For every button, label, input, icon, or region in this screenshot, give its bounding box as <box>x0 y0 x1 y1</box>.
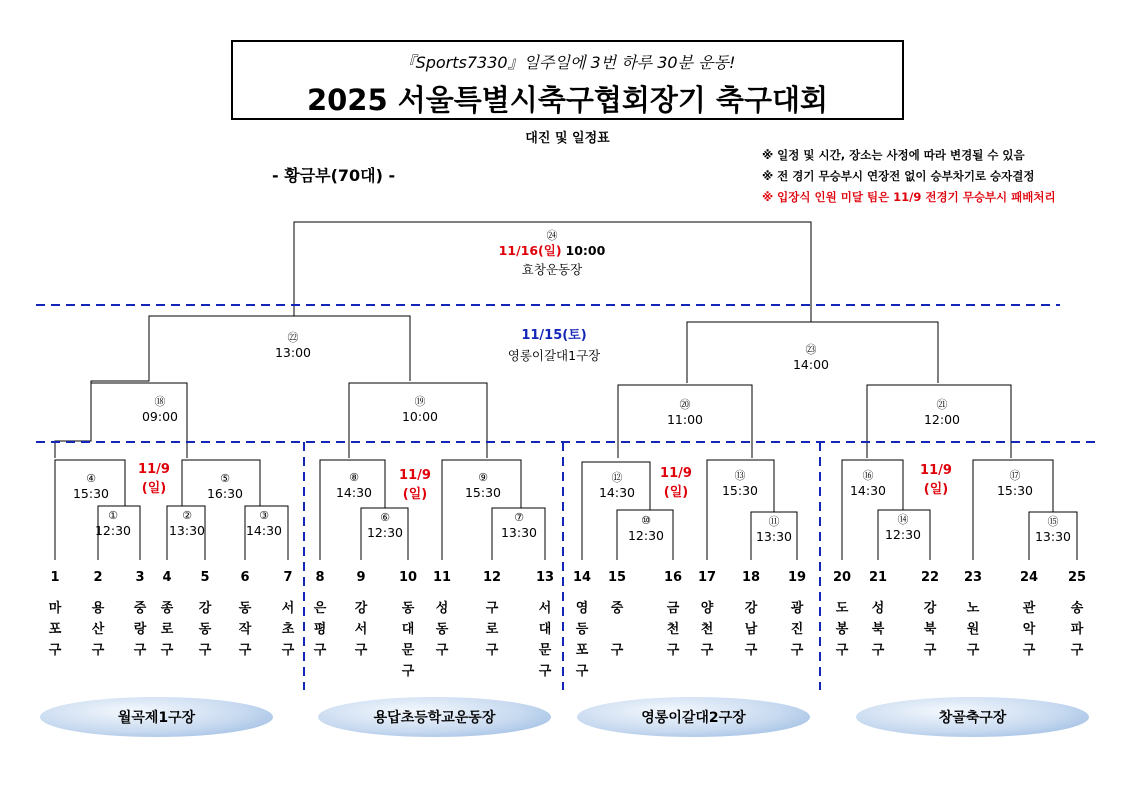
team-name: 강 서 구 <box>354 601 368 658</box>
venue-2: 용답초등학교운동장 <box>318 697 551 737</box>
day-label-group-4: 11/9 (일) <box>920 463 952 497</box>
team-number: 14 <box>572 570 592 585</box>
team-number: 10 <box>398 570 418 585</box>
match-7: ⑦ 13:30 <box>500 511 538 540</box>
final-venue: 효창운동장 <box>521 262 583 277</box>
team-number: 12 <box>482 570 502 585</box>
match-1: ① 12:30 <box>94 509 132 538</box>
team-name: 마 포 구 <box>48 601 62 658</box>
team-name: 노 원 구 <box>966 601 980 658</box>
team-name: 중 랑 구 <box>133 601 147 658</box>
line-m22 <box>91 316 410 383</box>
match-14: ⑭ 12:30 <box>884 513 922 542</box>
match-5: ⑤ 16:30 <box>206 472 244 501</box>
team-number: 23 <box>963 570 983 585</box>
team-number: 16 <box>663 570 683 585</box>
match-22: ㉒ 13:00 <box>274 331 312 360</box>
team-number: 2 <box>93 570 103 585</box>
final-date: 11/16(일) <box>498 243 562 258</box>
team-name: 성 동 구 <box>435 601 449 658</box>
team-name: 은 평 구 <box>313 601 327 658</box>
match-19: ⑲ 10:00 <box>401 395 439 424</box>
match-23: ㉓ 14:00 <box>792 343 830 372</box>
match-11: ⑪ 13:30 <box>755 515 793 544</box>
team-name: 동 대 문 구 <box>401 601 415 679</box>
division-label: - 황금부(70대) - <box>272 166 396 185</box>
match-16: ⑯ 14:30 <box>849 469 887 498</box>
team-number: 11 <box>432 570 452 585</box>
team-name: 송 파 구 <box>1070 601 1084 658</box>
team-name: 성 북 구 <box>871 601 885 658</box>
team-name: 서 대 문 구 <box>538 601 552 679</box>
team-number: 13 <box>535 570 555 585</box>
team-name: 구 로 구 <box>485 601 499 658</box>
semis-date: 11/15(토) <box>521 328 587 343</box>
match-9: ⑨ 15:30 <box>464 471 502 500</box>
team-number: 24 <box>1019 570 1039 585</box>
match-10: ⑩ 12:30 <box>627 514 665 543</box>
team-number: 25 <box>1067 570 1087 585</box>
team-name: 양 천 구 <box>700 601 714 658</box>
team-number: 15 <box>607 570 627 585</box>
team-name: 강 남 구 <box>744 601 758 658</box>
match-6: ⑥ 12:30 <box>366 511 404 540</box>
day-label-group-3: 11/9 (일) <box>660 466 692 500</box>
team-number: 22 <box>920 570 940 585</box>
match-12: ⑫ 14:30 <box>598 471 636 500</box>
venue-1: 월곡제1구장 <box>40 697 273 737</box>
match-final <box>499 228 606 258</box>
day-label-group-1: 11/9 (일) <box>138 462 170 496</box>
note-schedule-change: ※ 일정 및 시간, 장소는 사정에 따라 변경될 수 있음 <box>762 148 1025 162</box>
team-number: 7 <box>283 570 293 585</box>
team-name: 광 진 구 <box>790 601 804 658</box>
semis-venue: 영롱이갈대1구장 <box>507 348 601 363</box>
team-number: 4 <box>162 570 172 585</box>
team-number: 19 <box>787 570 807 585</box>
team-name: 중 구 <box>610 601 624 658</box>
match-21: ㉑ 12:00 <box>923 398 961 427</box>
venue-3: 영롱이갈대2구장 <box>577 697 810 737</box>
match-20: ⑳ 11:00 <box>666 398 704 427</box>
match-18: ⑱ 09:00 <box>141 395 179 424</box>
team-name: 서 초 구 <box>281 601 295 658</box>
team-name: 강 북 구 <box>923 601 937 658</box>
team-name: 도 봉 구 <box>835 601 849 658</box>
match-number: ㉔ <box>546 229 558 242</box>
team-name: 영 등 포 구 <box>575 601 589 679</box>
team-number: 6 <box>240 570 250 585</box>
match-17: ⑰ 15:30 <box>996 469 1034 498</box>
note-forfeit: ※ 입장식 인원 미달 팀은 11/9 전경기 무승부시 패배처리 <box>762 190 1056 204</box>
team-number: 9 <box>356 570 366 585</box>
team-name: 동 작 구 <box>238 601 252 658</box>
subtitle: 대진 및 일정표 <box>525 131 610 146</box>
team-name: 금 천 구 <box>666 601 680 658</box>
match-13: ⑬ 15:30 <box>721 469 759 498</box>
team-number: 5 <box>200 570 210 585</box>
team-number: 18 <box>741 570 761 585</box>
note-penalty-shootout: ※ 전 경기 무승부시 연장전 없이 승부차기로 승자결정 <box>762 169 1035 183</box>
team-number: 20 <box>832 570 852 585</box>
team-number: 3 <box>135 570 145 585</box>
match-15: ⑮ 13:30 <box>1034 515 1072 544</box>
team-name: 강 동 구 <box>198 601 212 658</box>
match-8: ⑧ 14:30 <box>335 471 373 500</box>
page-title: 2025 서울특별시축구협회장기 축구대회 <box>306 83 829 117</box>
day-label-group-2: 11/9 (일) <box>399 468 431 502</box>
team-name: 관 악 구 <box>1022 601 1036 658</box>
slogan: 『Sports7330』일주일에 3번 하루 30분 운동! <box>399 53 736 72</box>
team-number: 1 <box>50 570 60 585</box>
team-number: 8 <box>315 570 325 585</box>
match-2: ② 13:30 <box>168 509 206 538</box>
venue-4: 창골축구장 <box>856 697 1089 737</box>
team-name: 종 로 구 <box>160 601 174 658</box>
match-4: ④ 15:30 <box>72 472 110 501</box>
team-number: 17 <box>697 570 717 585</box>
final-time: 10:00 <box>565 243 606 258</box>
team-name: 용 산 구 <box>91 601 105 658</box>
team-number: 21 <box>868 570 888 585</box>
match-3: ③ 14:30 <box>245 509 283 538</box>
